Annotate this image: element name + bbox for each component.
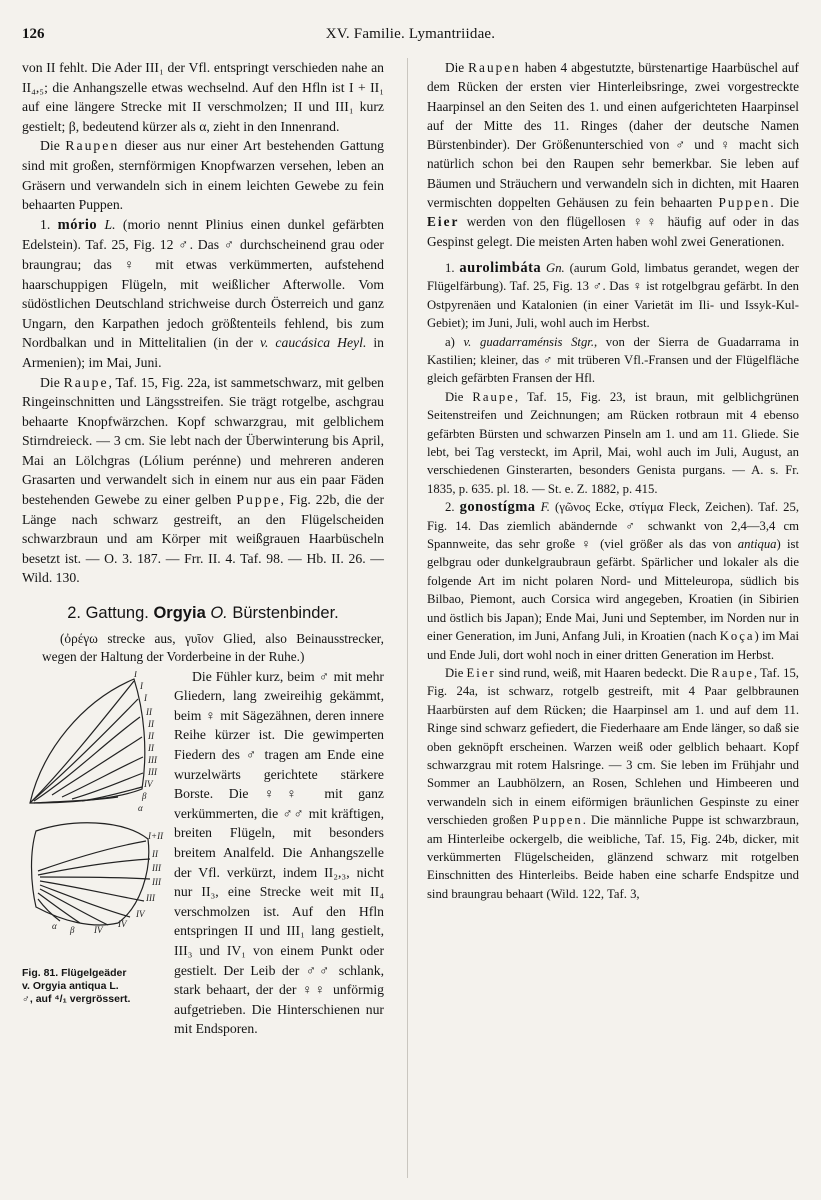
forewing-vein-label: IV xyxy=(144,778,153,789)
forewing-vein-label: β xyxy=(142,790,147,801)
genus-heading xyxy=(22,604,384,624)
hindwing-vein-label: β xyxy=(70,924,75,935)
paragraph-genus-description: Die Fühler kurz, beim ♂ mit mehr Gliedern, lang zweireihig gekämmt, beim ♀ mit Sägezähnen, deren innere Reihe kürzer ist. Die gewimperten Fiedern des ♂ tragen am Ende eine wurzelwärts gerichtete stärkere Borste. Die ♀♀ mit ganz verkümmerten, die ♂♂ mit kräftigen, breiten Flügeln, mit besonders breitem Analfeld. Die Anhangszelle der Vfl. verkürzt, indem II₂,₃, nicht nur II₃, eine Strecke weit mit II₄ verschmolzen ist. Auf den Hfln entspringen II und III₁ lang gestielt, III₃ und IV₁ von einem Punkt oder gestielt. Der Leib der ♂♂ schlank, stark behaart, der der ♀♀ unförmig aufgetrieben. Die Hinterschienen nur mit Endsporen. xyxy=(174,668,384,1037)
hindwing-vein-label: α xyxy=(52,920,57,931)
species-entry-morio: 1. mório L. (morio nennt Plinius einen dunkel gefärbten Edelstein). Taf. 25, Fig. 12 ♂. Das ♂ durchscheinend grau oder braungrau; das ♀ mit etwas verkümmerten, aufstehend haarschuppigen Flügeln, mit weißlicher Afterwolle. Vom südöstlichen Deutschland strichweise durch Österreich und ganz Ungarn, den Karpathen jedoch größtenteils fehlend, bis zum Nordbalkan und in Mittelitalien (in der v. caucásica Heyl. in Armenien); im Mai, Juni. xyxy=(22,216,384,370)
forewing-vein-label: III xyxy=(148,754,157,765)
term-raupe: Raupe xyxy=(63,374,109,390)
wing-venation-drawing xyxy=(22,671,164,967)
hindwing-vein-label: IV xyxy=(118,918,127,929)
hindwing-vein-label: III xyxy=(152,876,161,887)
species-name-gonostigma: gonostígma xyxy=(459,499,536,516)
term-puppe: Puppe xyxy=(236,492,281,508)
species-name-morio: mório xyxy=(57,216,98,233)
left-column xyxy=(22,58,384,1039)
hindwing-vein-label: III xyxy=(146,892,155,903)
figure-caption-line-1: Fig. 81. Flügelgeäder xyxy=(22,966,127,979)
page-header xyxy=(22,26,799,48)
term-raupen: Raupen xyxy=(65,138,120,154)
term-puppen: Puppen xyxy=(532,813,583,828)
genus-common-name: Bürstenbinder. xyxy=(232,604,339,623)
hindwing-vein-label: IV xyxy=(94,924,103,935)
term-raupen: Raupen xyxy=(468,60,521,75)
forewing-vein-label: III xyxy=(148,766,157,777)
species-entry-gonostigma: 2. gonostígma F. (γῶνος Ecke, στίγμα Fleck, Zeichen). Taf. 25, Fig. 14. Das ziemlich abändernde ♂ schwankt von 2,4—3,4 cm Spannweite, das sehr große ♀ (viel größer als das von antiqua) ist gelbgrau oder dunkelgraubraun gefärbt. Spärlicher und lokaler als die folgende Art im nicht polaren Nord- und Mitteleuropa, südlich bis Bilbao, Piemont, auch Corsica wird angegeben, Kroatien (in Sibirien und östlich bis Japan); Ende Mai, Juni und September, im Norden nur in einer Generation, im Juni, Anfang Juli, in Kroatien (nach Koça) im Mai und Ende Juli, dort wohl noch in einer dritten Generation im Herbst. xyxy=(427,499,799,662)
paragraph-raupen-genus: Die Raupen dieser aus nur einer Art bestehenden Gattung sind mit großen, sternförmigen Knopfwarzen versehen, leben an Gräsern und verwandeln sich in einem leichten Gewebe zu fein behaarten Puppen. xyxy=(22,138,385,213)
variety-entry-guadarramensis: a) v. guadarraménsis Stgr., von der Sierra de Guadarrama in Kastilien; kleiner, das ♂ mit trüberen Vfl.-Fransen und der Flügelfläche gleich gefärbten Fransen der Hfl. xyxy=(427,334,799,386)
paragraph-raupe-morio: Die Raupe, Taf. 15, Fig. 22a, ist sammetschwarz, mit gelben Ringeinschnitten und Längsstreifen. Sie trägt rotgelbe, aschgrau behaarte Knopfwärzchen. Kopf schwarzgrau, mit gelblichem Stirndreieck. — 3 cm. Sie lebt nach der Überwinterung bis April, Mai an Lölchgras (Lólium perénne) und mehreren anderen Grasarten und verwandelt sich in einem nur aus ein paar Fäden bestehenden Gewebe zu einer gelben Puppe, Fig. 22b, die der Länge nach schwarz gestreift, an den Flügelscheiden schwarzbraun und am Körper mit weißgrauen Haarbüscheln besetzt ist. — O. 3. 187. — Frr. II. 4. Taf. 98. — Hb. II. 26. — Wild. 130. xyxy=(22,374,384,586)
hindwing-vein-label: IV xyxy=(136,908,145,919)
paragraph-venation-continued: von II fehlt. Die Ader III₁ der Vfl. entspringt verschieden nahe an II₄,₅; die Anhangszelle etwas wechselnd. Auf den Hfln ist I + II₁ auf eine längere Strecke mit II verschmolzen; II und III₁ kurz gestielt; β, bedeutend kürzer als α, zieht in den Innenrand. xyxy=(22,60,384,134)
forewing-vein-label: I xyxy=(134,670,137,679)
variety-guadarramensis: v. guadarraménsis Stgr. xyxy=(463,334,594,349)
wing-venation-figure xyxy=(22,671,164,1027)
forewing-vein-label: II xyxy=(148,730,154,741)
term-eier: Eier xyxy=(427,214,460,230)
genus-etymology: (ὀρέγω strecke aus, γυῖον Glied, also Beinausstrecker, wegen der Haltung der Vorderbeine in der Ruhe.) xyxy=(42,630,384,665)
right-column xyxy=(427,58,799,903)
forewing-vein-label: II xyxy=(146,706,152,717)
term-puppen: Puppen xyxy=(718,195,771,211)
forewing-vein-label: II xyxy=(148,742,154,753)
paragraph-raupe-aurolimbata: Die Raupe, Taf. 15, Fig. 23, ist braun, mit gelblichgrünen Seitenstreifen und Zeichnungen; am Rücken rotbraun mit 4 ebenso gefärbten Bürsten und schwarzen Pinseln am 1. und am 11. Gliede. Sie lebt, bei Tag versteckt, im April, Mai, wohl auch im Juli, August, an verschiedenen Ginsterarten, besonders Genista purgans. — A. s. Fr. 1835, p. 635. pl. 18. — St. e. Z. 1882, p. 415. xyxy=(427,389,800,496)
forewing-vein-label: α xyxy=(138,802,143,813)
column-divider xyxy=(407,58,408,1178)
variety-caucasica: v. caucásica Heyl. xyxy=(259,335,367,351)
term-raupe: Raupe xyxy=(472,389,515,404)
figure-caption-line-2: v. Orgyia antiqua L. xyxy=(22,979,119,992)
page-number: 126 xyxy=(22,26,45,42)
species-entry-aurolimbata: 1. aurolimbáta Gn. (aurum Gold, limbatus gerandet, wegen der Flügelfärbung). Taf. 25, Fig. 13 ♂. Das ♀ ist rotgelbgrau gefärbt. In den Ostpyrenäen und Katalonien (in einer Varietät im Ili- und Issyk-Kul-Gebiet); im Juni, Juli, wohl auch im Herbst. xyxy=(427,259,800,331)
forewing-vein-label: I xyxy=(144,692,147,703)
hindwing-vein-label: III xyxy=(152,862,161,873)
term-raupe: Raupe xyxy=(711,665,754,680)
genus-author: O. xyxy=(210,604,228,623)
hindwing-vein-label: I+II xyxy=(148,830,164,841)
figure-caption-line-3: ♂, auf ⁴/₁ vergrössert. xyxy=(22,992,131,1005)
running-title: XV. Familie. Lymantriidae. xyxy=(325,26,496,42)
term-eier: Eier xyxy=(466,665,496,680)
genus-number: 2. Gattung. xyxy=(67,604,149,623)
figure-caption xyxy=(22,967,162,1006)
genus-name: Orgyia xyxy=(153,604,206,623)
hindwing-vein-label: II xyxy=(152,848,158,859)
paragraph-eier-raupe-gonostigma: Die Eier sind rund, weiß, mit Haaren bedeckt. Die Raupe, Taf. 15, Fig. 24a, ist schwarz, rotgelb gestreift, mit 4 Paar gelbbraunen Haarbürsten auf dem Rücken; die Haarpinsel am 1. und auf dem 11. Ringe sind schwarz gefiedert, die Fiederhaare am Ende länger, so daß sie oben geknöpft erscheinen. Warzen weiß oder gelblich behaart. Kopf schwarzgrau mit rotem Halsringe. — 3 cm. Sie leben im Frühjahr und Sommer an Laubhölzern, an Rosen, Schlehen und Himbeeren und verwandeln sich in einem eiförmigen bräunlichen Gespinste zu einer verschieden großen Puppen. Die männliche Puppe ist schwarzbraun, am Hinterleibe ockergelb, die weibliche, Taf. 15, Fig. 24b, dicker, mit verkümmerten Flügelscheiden, glänzend schwarz mit rotgelben Einschnitten des Hinterleibs. Beide haben eine scharfe Endspitze und sind braungrau behaart (Wild. 122, Taf. 3, xyxy=(427,665,799,901)
forewing-vein-label: I xyxy=(140,680,143,691)
species-name-aurolimbata: aurolimbáta xyxy=(459,259,542,276)
paragraph-raupen-orgyia: Die Raupen haben 4 abgestutzte, bürstenartige Haarbüschel auf dem Rücken der ersten vier Hinterleibsringe, zwei vorgestreckte Haarpinsel an den Seiten des 1. und einen aufgerichteten Haarpinsel auf der Mitte des 11. Ringes (daher der deutsche Namen Bürstenbinder). Der Größenunterschied von ♂ und ♀ macht sich natürlich schon bei den Raupen sehr bemerkbar. Sie leben auf Bäumen und Sträuchern und verwandeln sich in dichten, mit Haaren vermischten doppelten Gehäusen zu fein behaarten Puppen. Die Eier werden von den flügellosen ♀♀ häufig auf oder in das Gespinst gelegt. Die meisten Arten haben wohl zwei Generationen. xyxy=(427,60,799,249)
forewing-vein-label: II xyxy=(148,718,154,729)
